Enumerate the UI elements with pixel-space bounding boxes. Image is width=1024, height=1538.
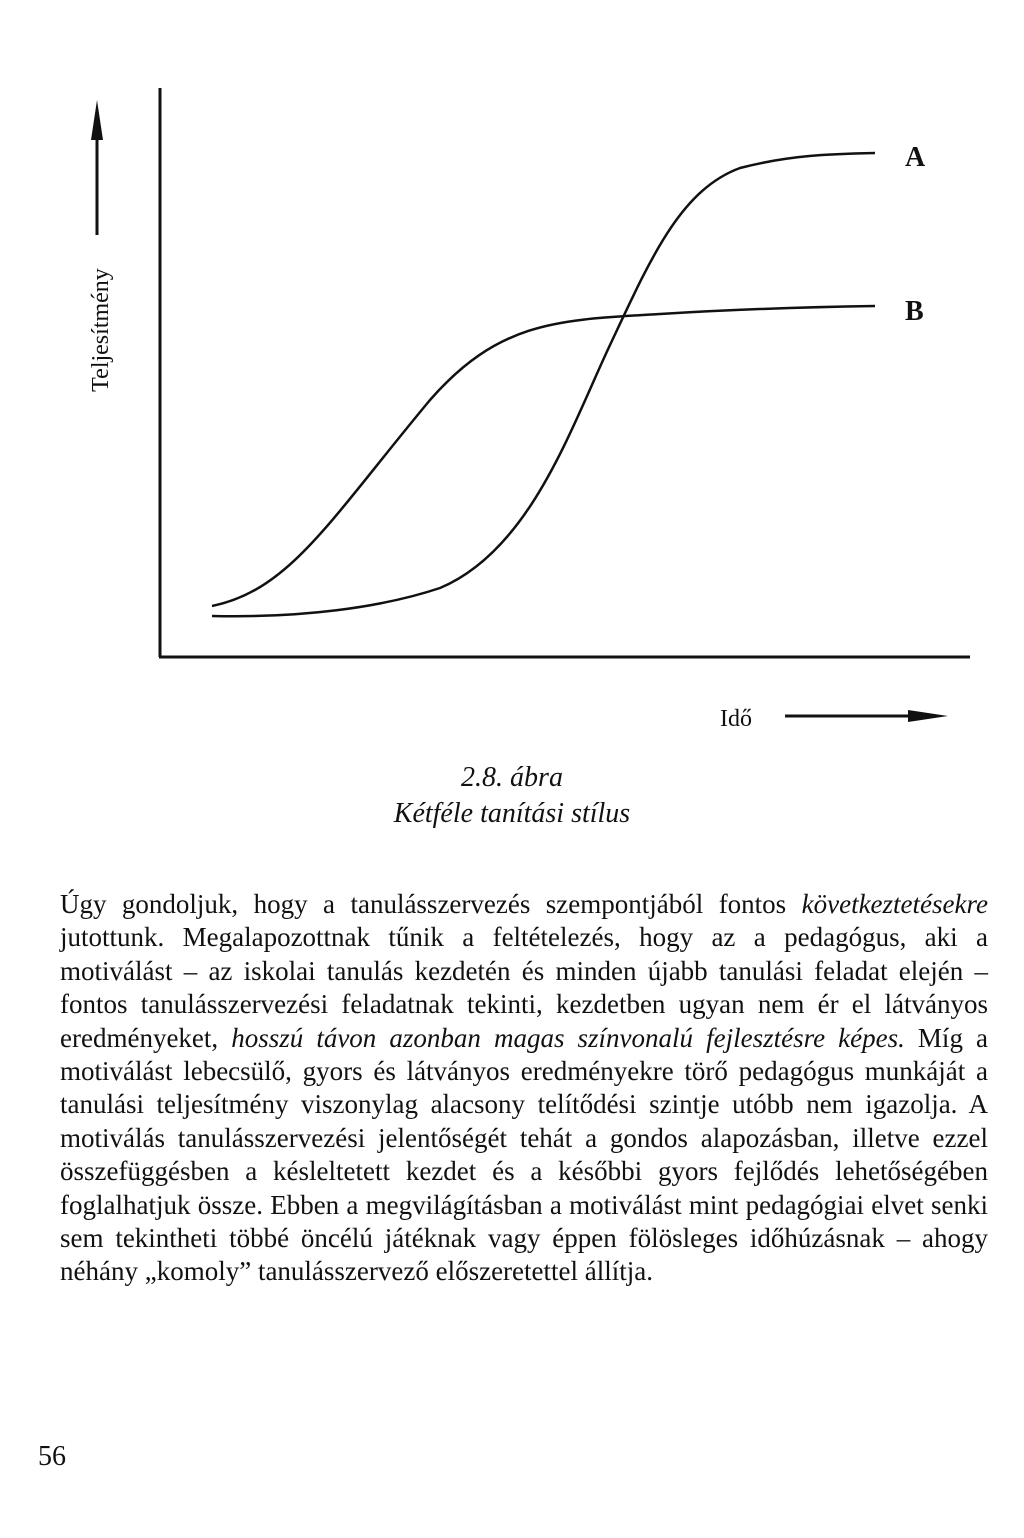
figure-2-8 bbox=[0, 0, 1024, 760]
y-direction-arrow-icon bbox=[91, 100, 103, 235]
body-paragraph bbox=[60, 888, 988, 1289]
x-axis-label: Idő bbox=[720, 706, 752, 732]
body-segment-2: jutottunk. Megalapozottnak tűnik a feltételezés, hogy az a pedagógus, aki a motiválást – az iskolai tanulás kezdetén és minden újabb tanulási feladat elején – fontos tanulásszervezési feladatnak tekinti, kezdetben ugyan nem ér el látványos eredményeket, bbox=[60, 922, 988, 1053]
figure-caption bbox=[0, 760, 1024, 832]
curve-a bbox=[212, 153, 875, 616]
curve-b-label: B bbox=[905, 296, 924, 327]
curve-a-label: A bbox=[905, 142, 926, 173]
y-axis-label: Teljesítmény bbox=[88, 268, 114, 392]
body-segment-4: Míg a motiválást lebecsülő, gyors és látványos eredményekre törő pedagógus munkáját a tanulási teljesítmény viszonylag alacsony telítődési szintje utóbb nem igazolja. A motiválás tanulásszervezési jelentőségét tehát a gondos alapozásban, illetve ezzel összefüggésben a késleltetett kezdet és a későbbi gyors fejlődés lehetőségében foglalhatjuk össze. Ebben a megvilágításban a motiválást mint pedagógiai elvet senki sem tekintheti többé öncélú játéknak vagy éppen fölösleges időhúzásnak – ahogy néhány „komoly” tanulásszervező előszeretettel állítja. bbox=[60, 1022, 988, 1287]
body-segment-0: Úgy gondoljuk, hogy a tanulásszervezés szempontjából fontos bbox=[60, 889, 802, 919]
curve-b bbox=[212, 306, 875, 606]
body-segment-1: következtetésekre bbox=[801, 889, 988, 919]
caption-number: 2.8. ábra bbox=[461, 762, 563, 793]
caption-title: Kétféle tanítási stílus bbox=[393, 798, 631, 829]
body-segment-3: hosszú távon azonban magas színvonalú fejlesztésre képes. bbox=[231, 1022, 905, 1053]
body-text bbox=[60, 888, 988, 1289]
figure-svg bbox=[0, 0, 1024, 760]
x-direction-arrow-icon bbox=[785, 710, 948, 722]
page-number: 56 bbox=[38, 1441, 66, 1472]
